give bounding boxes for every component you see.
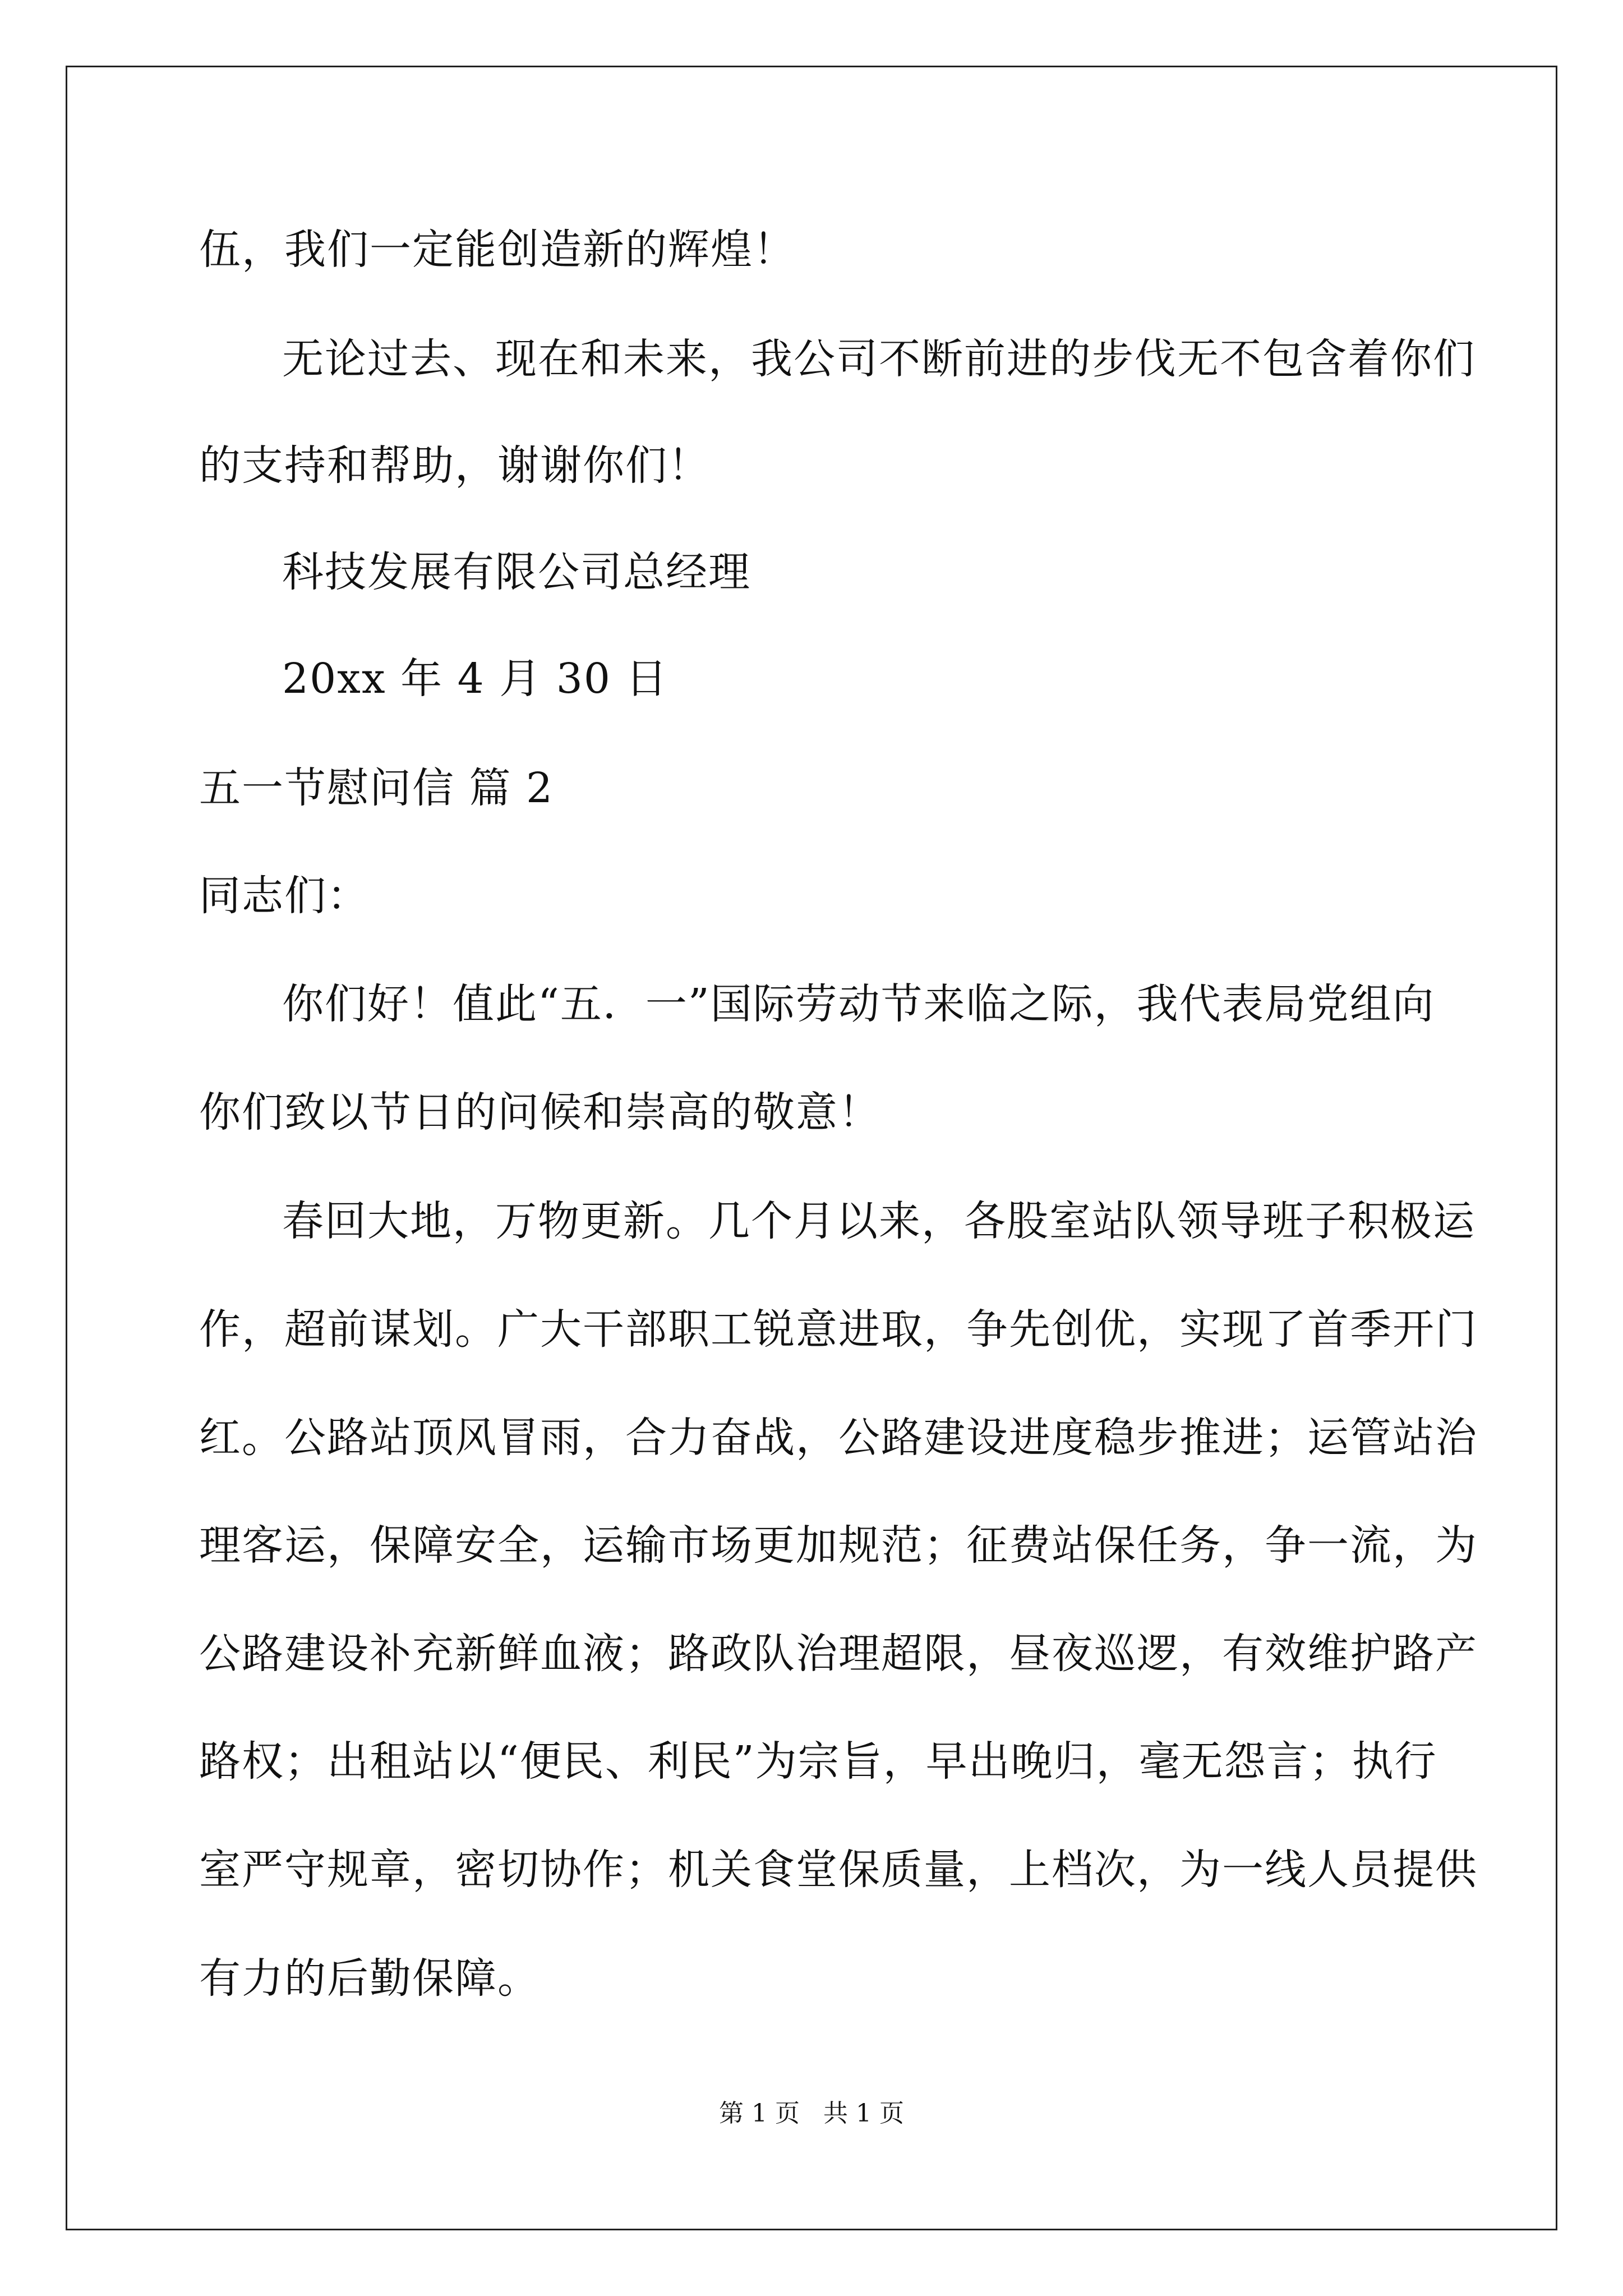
text-line: 春回大地，万物更新。几个月以来，各股室站队领导班子积极运 [282, 1197, 1476, 1245]
section-heading: 五一节慰问信 篇 2 [199, 764, 554, 812]
text-line: 公路建设补充新鲜血液；路政队治理超限，昼夜巡逻，有效维护路产 [199, 1630, 1478, 1678]
text-line: 你们好！值此“五．一”国际劳动节来临之际，我代表局党组向 [282, 980, 1435, 1028]
text-line: 你们致以节日的问候和崇高的敬意！ [199, 1088, 881, 1137]
text-line: 室严守规章，密切协作；机关食堂保质量，上档次，为一线人员提供 [199, 1846, 1478, 1894]
page-border [66, 66, 1557, 2230]
text-line: 路权；出租站以“便民、利民”为宗旨，早出晚归，毫无怨言；执行 [199, 1737, 1437, 1786]
text-line: 理客运，保障安全，运输市场更加规范；征费站保任务，争一流，为 [199, 1521, 1478, 1570]
text-line: 作，超前谋划。广大干部职工锐意进取，争先创优，实现了首季开门 [199, 1305, 1478, 1354]
signature-line: 科技发展有限公司总经理 [282, 548, 751, 596]
text-line: 红。公路站顶风冒雨，合力奋战，公路建设进度稳步推进；运管站治 [199, 1414, 1478, 1462]
salutation: 同志们： [199, 872, 370, 920]
page-footer: 第 1 页 共 1 页 [719, 2099, 904, 2128]
date-line: 20xx 年 4 月 30 日 [282, 655, 668, 703]
text-line: 有力的后勤保障。 [199, 1954, 540, 2003]
text-line: 的支持和帮助，谢谢你们！ [199, 441, 711, 490]
text-line: 无论过去、现在和未来，我公司不断前进的步伐无不包含着你们 [282, 335, 1476, 383]
text-line: 伍，我们一定能创造新的辉煌！ [199, 226, 796, 274]
